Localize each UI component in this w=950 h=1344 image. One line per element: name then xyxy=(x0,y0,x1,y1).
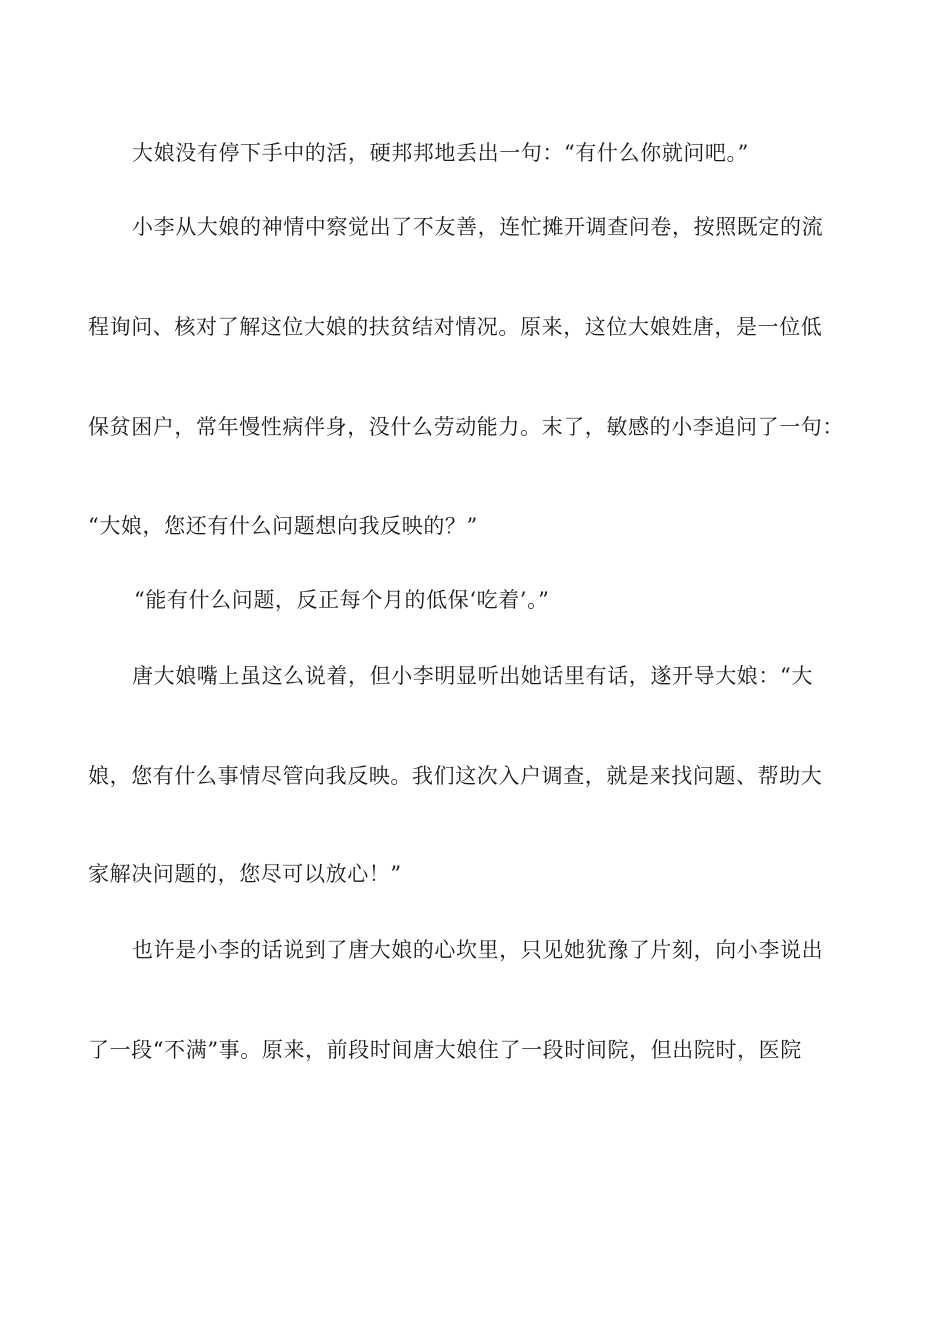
text-line-1: 大娘没有停下手中的活，硬邦邦地丢出一句：“有什么你就问吧。” xyxy=(132,141,749,165)
text-line-3: 程询问、核对了解这位大娘的扶贫结对情况。原来，这位大娘姓唐，是一位低 xyxy=(88,315,823,339)
text-line-8: 娘，您有什么事情尽管向我反映。我们这次入户调查，就是来找问题、帮助大 xyxy=(88,764,823,788)
text-line-11: 了一段“不满”事。原来，前段时间唐大娘住了一段时间院，但出院时，医院 xyxy=(88,1038,802,1062)
text-line-7: 唐大娘嘴上虽这么说着，但小李明显听出她话里有话，遂开导大娘：“大 xyxy=(132,664,813,688)
text-line-2: 小李从大娘的神情中察觉出了不友善，连忙摊开调查问卷，按照既定的流 xyxy=(132,215,824,239)
text-line-5: “大娘，您还有什么问题想向我反映的？” xyxy=(88,514,478,538)
text-line-6: “能有什么问题，反正每个月的低保‘吃着’。” xyxy=(134,588,550,612)
text-line-4: 保贫困户，常年慢性病伴身，没什么劳动能力。末了，敏感的小李追问了一句： xyxy=(88,415,844,439)
text-line-10: 也许是小李的话说到了唐大娘的心坎里，只见她犹豫了片刻，向小李说出 xyxy=(132,938,824,962)
text-line-9: 家解决问题的，您尽可以放心！” xyxy=(88,862,402,886)
